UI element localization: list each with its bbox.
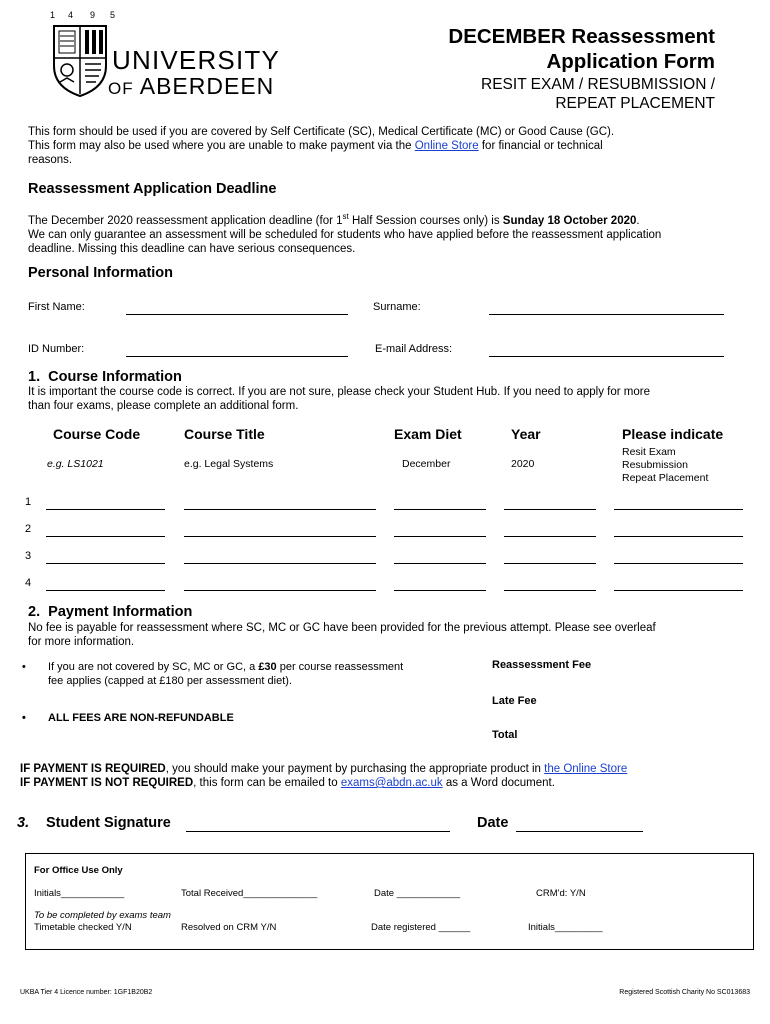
indicate-field[interactable] <box>614 536 743 537</box>
bullet-text: per course reassessment <box>276 661 404 673</box>
course-code-field[interactable] <box>46 590 165 591</box>
form-subtitle <box>481 75 715 113</box>
deadline-date: Sunday 18 October 2020 <box>502 214 637 227</box>
personal-heading: Personal Information <box>28 265 174 281</box>
footer-licence: UKBA Tier 4 Licence number: 1GF1B20B2 <box>20 989 153 996</box>
col-year: Year <box>511 426 541 442</box>
indicate-field[interactable] <box>614 563 743 564</box>
course-title-field[interactable] <box>184 509 376 510</box>
form-title-line1: DECEMBER Reassessment <box>448 25 715 48</box>
logo-aberdeen <box>108 73 274 100</box>
bullet-icon: • <box>22 712 26 724</box>
exam-diet-field[interactable] <box>394 536 486 537</box>
col-exam-diet: Exam Diet <box>394 426 462 442</box>
office-to-be-completed: To be completed by exams team <box>34 910 171 921</box>
row-number: 3 <box>25 550 32 562</box>
table-row <box>0 523 770 541</box>
fee-reassessment-label: Reassessment Fee <box>492 659 592 671</box>
intro-paragraph <box>28 125 748 167</box>
indicate-field[interactable] <box>614 590 743 591</box>
intro-line: This form should be used if you are covered by Self Certificate (SC), Medical Certificate (MC) or Good Cause (GC). <box>28 126 615 138</box>
table-row <box>0 577 770 595</box>
deadline-text: The December 2020 reassessment application deadline (for 1 <box>28 214 343 227</box>
office-initials: Initials____________ <box>34 888 125 899</box>
bullet-text: If you are not covered by SC, MC or GC, a <box>48 661 259 673</box>
payment-required-label: IF PAYMENT IS REQUIRED <box>20 763 166 775</box>
course-paragraph <box>28 386 758 413</box>
deadline-text: Half Session courses only) is <box>348 214 503 227</box>
deadline-line <box>28 210 758 228</box>
course-title-field[interactable] <box>184 590 376 591</box>
signature-number: 3. <box>17 815 30 831</box>
form-subtitle-line1: RESIT EXAM / RESUBMISSION / <box>481 76 715 93</box>
bullet-item <box>22 711 482 725</box>
fee-late-label: Late Fee <box>492 695 537 707</box>
logo-aberdeen-word: ABERDEEN <box>139 73 275 99</box>
example-title: e.g. Legal Systems <box>184 458 274 470</box>
office-resolved: Resolved on CRM Y/N <box>181 922 277 933</box>
deadline-line: deadline. Missing this deadline can have serious consequences. <box>28 242 356 255</box>
course-code-field[interactable] <box>46 563 165 564</box>
deadline-paragraph <box>28 210 758 256</box>
office-initials2: Initials_________ <box>528 922 603 933</box>
course-code-field[interactable] <box>46 509 165 510</box>
crest-icon <box>50 22 110 98</box>
logo-year-digit: 9 <box>90 10 96 20</box>
email-field[interactable] <box>489 356 724 357</box>
surname-label: Surname: <box>373 301 421 313</box>
deadline-sup: st <box>342 212 349 221</box>
email-link[interactable]: exams@abdn.ac.uk <box>340 777 443 789</box>
deadline-heading: Reassessment Application Deadline <box>28 181 277 197</box>
year-field[interactable] <box>504 509 596 510</box>
payment-required-line <box>20 762 760 776</box>
row-number: 2 <box>25 523 32 535</box>
bullet-fee: £30 <box>258 661 277 673</box>
course-line: It is important the course code is correct. If you are not sure, please check your Student Hub. If you need to apply for more <box>28 386 650 398</box>
deadline-text: . <box>636 214 640 227</box>
surname-field[interactable] <box>489 314 724 315</box>
example-diet: December <box>402 458 451 470</box>
form-title <box>448 24 715 74</box>
option-repeat-placement: Repeat Placement <box>622 472 709 484</box>
intro-text: This form may also be used where you are unable to make payment via the <box>28 140 415 152</box>
course-title-field[interactable] <box>184 536 376 537</box>
office-total-received: Total Received______________ <box>181 888 318 899</box>
logo-year-digit: 1 <box>50 10 56 20</box>
year-field[interactable] <box>504 563 596 564</box>
signature-field[interactable] <box>186 831 450 832</box>
course-title-field[interactable] <box>184 563 376 564</box>
col-course-title: Course Title <box>184 426 265 442</box>
course-code-field[interactable] <box>46 536 165 537</box>
logo-of: OF <box>108 79 134 98</box>
office-heading: For Office Use Only <box>34 865 123 876</box>
online-store-link[interactable]: the Online Store <box>544 763 628 775</box>
logo-year-digit: 4 <box>68 10 74 20</box>
university-logo <box>40 10 280 105</box>
option-resit-exam: Resit Exam <box>622 446 676 458</box>
footer-charity: Registered Scottish Charity No SC013683 <box>619 989 750 996</box>
intro-line <box>28 139 748 153</box>
online-store-link[interactable]: Online Store <box>414 140 479 152</box>
bullet-item <box>22 660 482 688</box>
email-label: E-mail Address: <box>375 343 453 355</box>
form-subtitle-line2: REPEAT PLACEMENT <box>555 95 715 112</box>
row-number: 4 <box>25 577 32 589</box>
payment-text: , this form can be emailed to <box>193 777 341 789</box>
id-number-label: ID Number: <box>28 343 85 355</box>
payment-not-required-label: IF PAYMENT IS NOT REQUIRED <box>20 777 194 789</box>
payment-instructions <box>20 762 760 790</box>
exam-diet-field[interactable] <box>394 509 486 510</box>
exam-diet-field[interactable] <box>394 590 486 591</box>
signature-label: Student Signature <box>46 815 171 831</box>
row-number: 1 <box>25 496 32 508</box>
exam-diet-field[interactable] <box>394 563 486 564</box>
bullet-icon: • <box>22 661 26 673</box>
deadline-line: We can only guarantee an assessment will be scheduled for students who have applied before the reassessment application <box>28 228 662 241</box>
first-name-field[interactable] <box>126 314 348 315</box>
course-heading: 1. Course Information <box>28 369 182 385</box>
example-year: 2020 <box>511 458 535 470</box>
payment-line: No fee is payable for reassessment where SC, MC or GC have been provided for the previous attempt. Please see overleaf <box>28 622 656 634</box>
payment-heading: 2. Payment Information <box>28 604 193 620</box>
col-please-indicate: Please indicate <box>622 426 724 442</box>
office-timetable: Timetable checked Y/N <box>34 922 132 933</box>
signature-date-label: Date <box>477 815 509 831</box>
table-row <box>0 496 770 514</box>
year-field[interactable] <box>504 536 596 537</box>
form-title-line2: Application Form <box>546 50 715 73</box>
intro-line: reasons. <box>28 154 73 166</box>
payment-text: , you should make your payment by purchasing the appropriate product in <box>165 763 545 775</box>
bullet-text: fee applies (capped at £180 per assessment diet). <box>48 675 292 687</box>
office-date-registered: Date registered ______ <box>371 922 471 933</box>
signature-row <box>0 815 770 837</box>
id-number-field[interactable] <box>126 356 348 357</box>
fee-total-label: Total <box>492 729 518 741</box>
non-refundable-notice: ALL FEES ARE NON-REFUNDABLE <box>48 712 234 724</box>
payment-not-required-line <box>20 776 760 790</box>
intro-text: for financial or technical <box>478 140 603 152</box>
table-row <box>0 550 770 568</box>
logo-university: UNIVERSITY <box>112 45 281 75</box>
logo-year-digit: 5 <box>110 10 116 20</box>
example-code: e.g. LS1021 <box>47 458 104 470</box>
office-crm: CRM'd: Y/N <box>536 888 586 899</box>
col-course-code: Course Code <box>53 426 141 442</box>
year-field[interactable] <box>504 590 596 591</box>
option-resubmission: Resubmission <box>622 459 688 471</box>
payment-text: as a Word document. <box>442 777 555 789</box>
course-line: than four exams, please complete an additional form. <box>28 399 299 412</box>
payment-paragraph <box>28 621 763 649</box>
payment-line: for more information. <box>28 636 135 648</box>
indicate-field[interactable] <box>614 509 743 510</box>
office-use-box <box>25 853 754 950</box>
office-date: Date ____________ <box>374 888 461 899</box>
signature-date-field[interactable] <box>516 831 643 832</box>
first-name-label: First Name: <box>28 301 85 313</box>
indicate-options <box>622 446 708 485</box>
bullet-list <box>22 660 482 725</box>
